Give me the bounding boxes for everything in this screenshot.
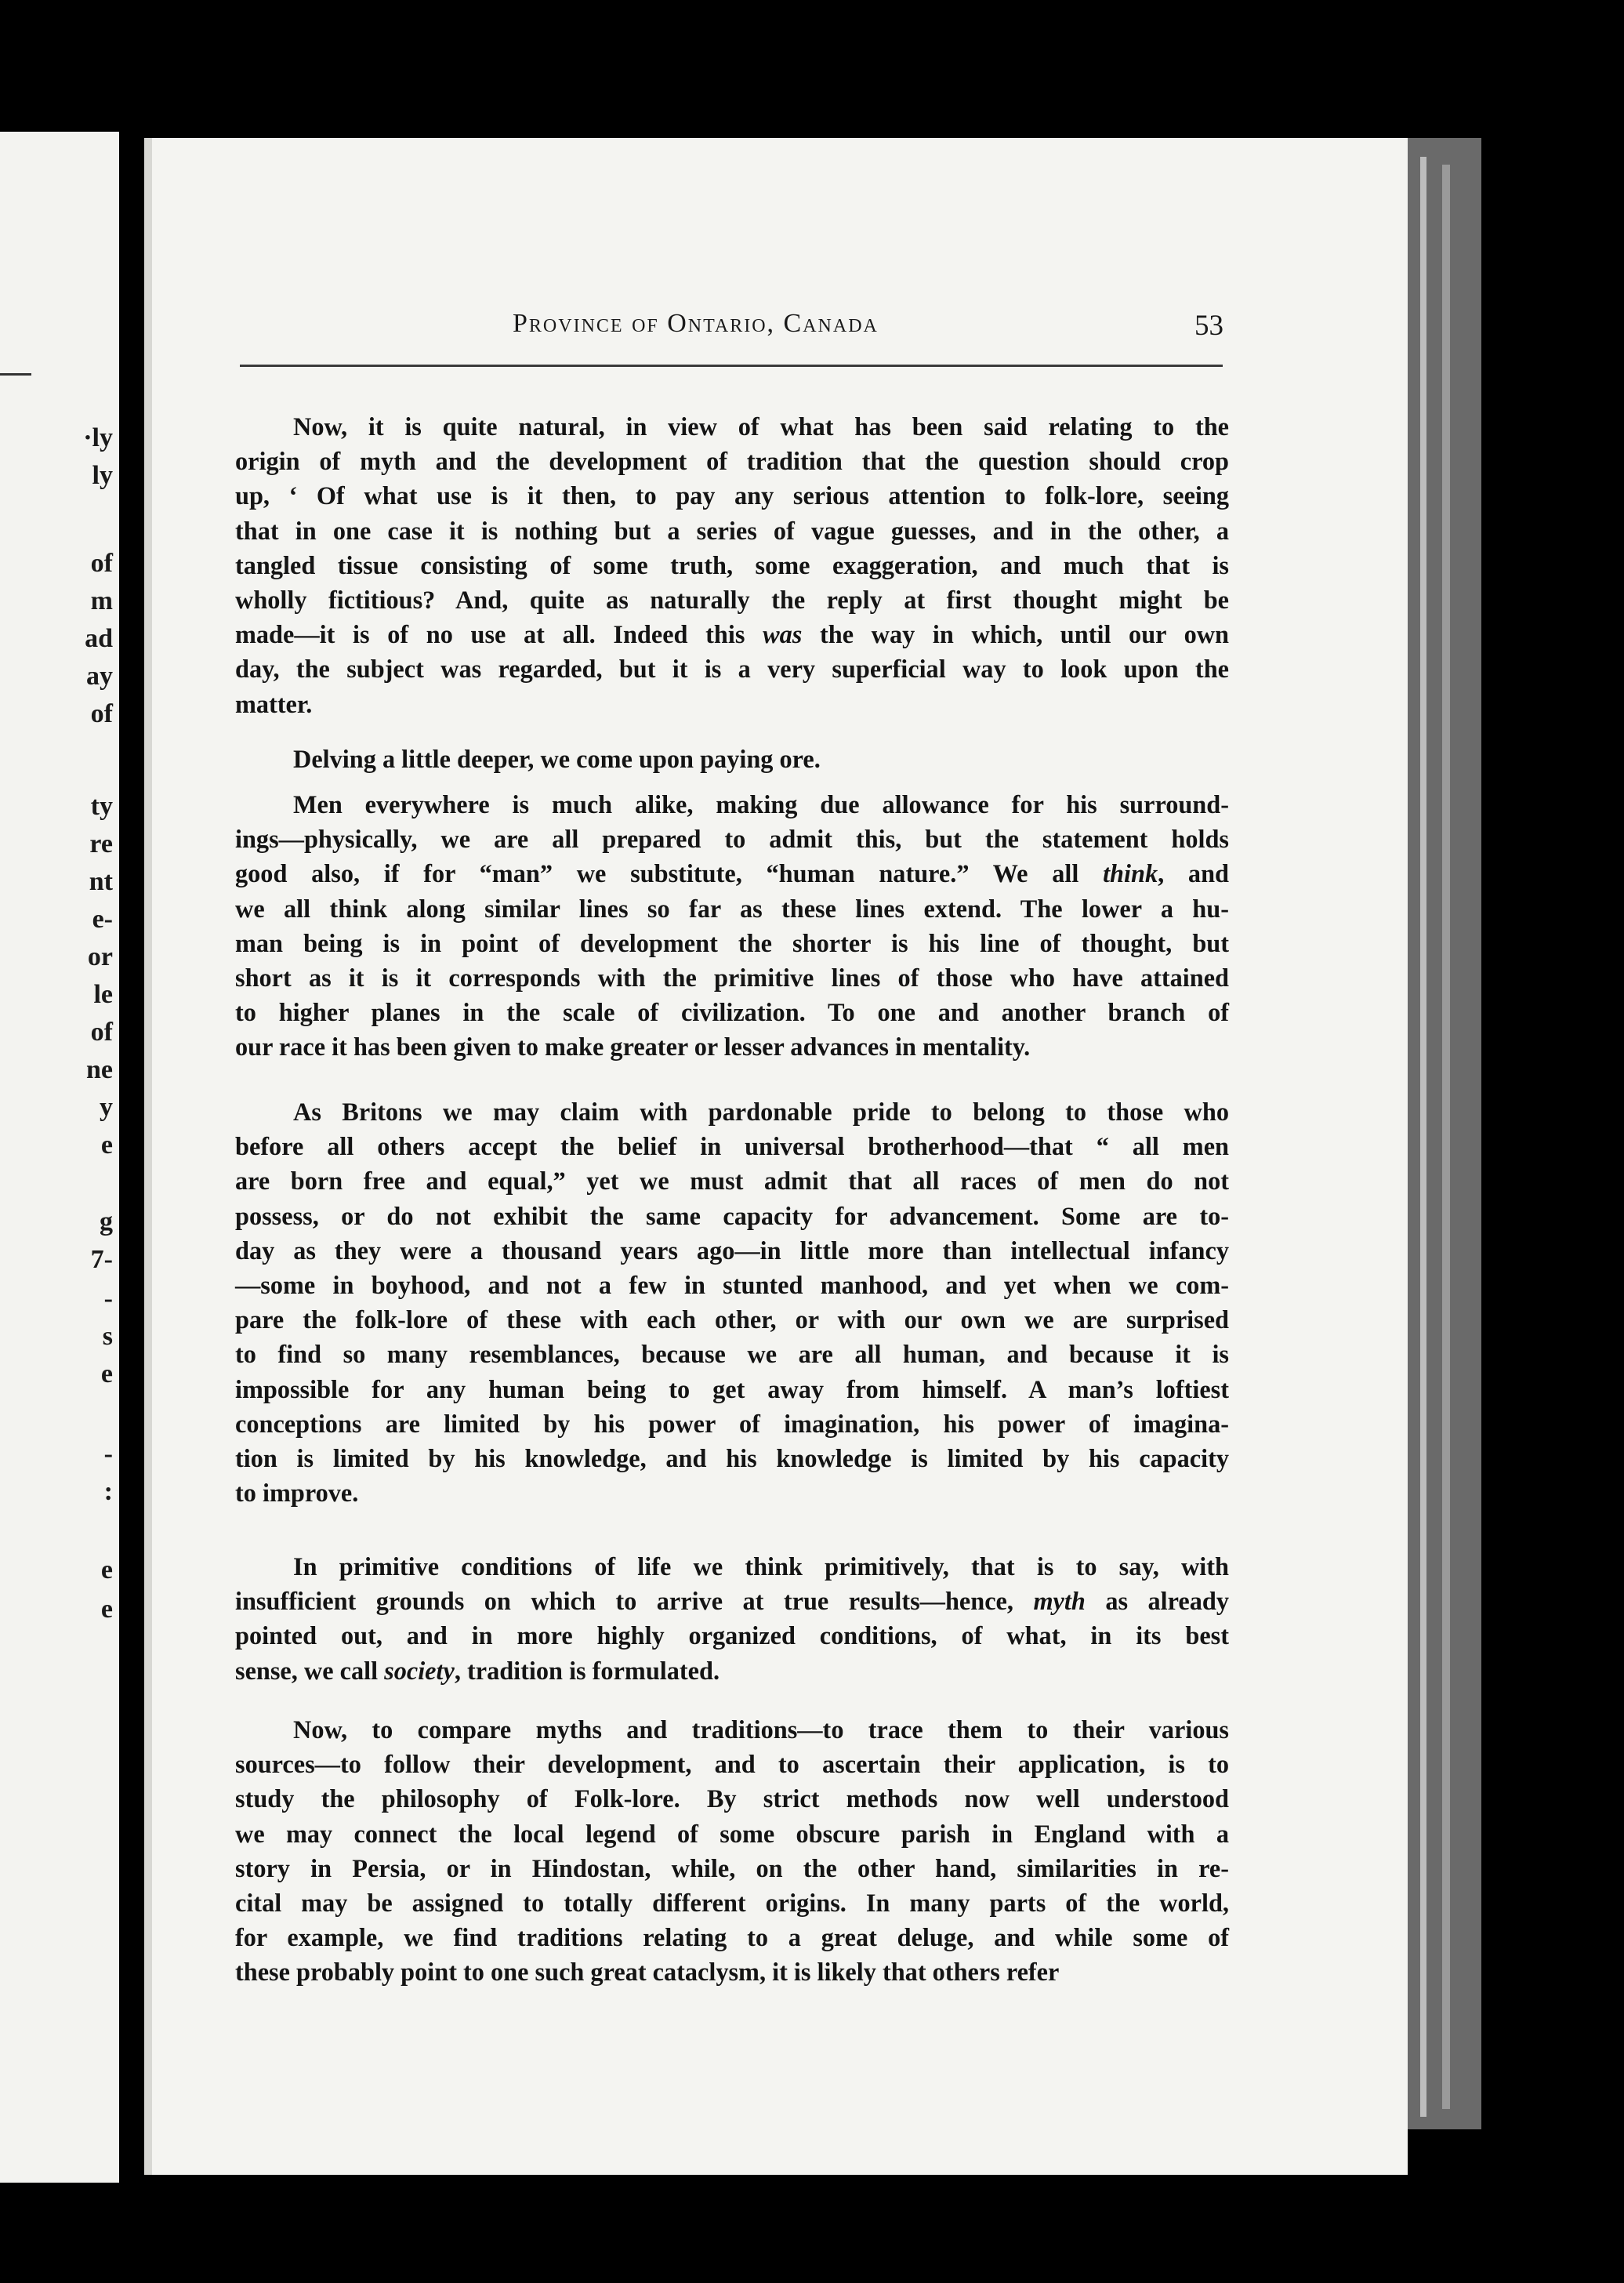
page-edge-line [1442,165,1450,2109]
text-line: are born free and equal,” yet we must admit that all races of men do not [235,1167,1229,1196]
text-line: short as it is it corresponds with the primitive lines of those who have attained [235,964,1229,992]
text-line: matter. [235,689,313,718]
text-line: origin of myth and the development of tradition that the question should crop [235,447,1229,476]
text-line: wholly fictitious? And, quite as naturally the reply at first thought might be [235,586,1229,614]
text-line: sense, we call society, tradition is formulated. [235,1656,720,1685]
page-edge-line [1420,157,1426,2117]
text-line: conceptions are limited by his power of imagination, his power of imagina- [235,1409,1229,1438]
text-line: these probably point to one such great cataclysm, it is likely that others refer [235,1958,1060,1987]
facing-page-fragment: e [100,1595,113,1624]
text-line: we may connect the local legend of some obscure parish in England with a [235,1819,1229,1848]
facing-page-fragment: ay [86,662,113,691]
paragraph-first-line: Delving a little deeper, we come upon paying ore. [293,745,821,773]
facing-page-fragment: re [89,829,113,858]
text-line: made—it is of no use at all. Indeed this was the way in which, until our own [235,620,1229,649]
text-line: that in one case it is nothing but a series of vague guesses, and in the other, a [235,516,1229,545]
facing-page-fragment: nt [89,867,113,896]
facing-page-fragment: - [103,1284,113,1313]
text-line: ings—physically, we are all prepared to admit this, but the statement holds [235,825,1229,854]
text-line: day, the subject was regarded, but it is a very superficial way to look upon the [235,655,1229,684]
text-line: —some in boyhood, and not a few in stunted manhood, and yet when we com- [235,1271,1229,1299]
text-line: to find so many resemblances, because we are all human, and because it is [235,1340,1229,1369]
facing-page-fragment: of [90,549,113,578]
facing-page-fragment: e [100,1555,113,1584]
facing-page-fragment: of [90,699,113,728]
text-line: pare the folk-lore of these with each other, or with our own we are surprised [235,1305,1229,1334]
facing-page-strip [0,132,119,2183]
facing-page-fragment: : [103,1477,113,1506]
paragraph-first-line: As Britons we may claim with pardonable pride to belong to those who [293,1098,1229,1126]
text-line: we all think along similar lines so far as these lines extend. The lower a hu- [235,894,1229,923]
paragraph-first-line: Now, to compare myths and traditions—to trace them to their various [293,1715,1229,1744]
page-gutter [144,138,152,2175]
facing-page-fragment: - [103,1439,113,1468]
facing-page-fragment: or [87,942,113,971]
text-line: man being is in point of development the shorter is his line of thought, but [235,928,1229,957]
text-line: to improve. [235,1479,359,1508]
facing-page-fragment: m [90,586,113,615]
text-line: impossible for any human being to get away from himself. A man’s loftiest [235,1374,1229,1403]
text-line: story in Persia, or in Hindostan, while, on the other hand, similarities in re- [235,1853,1229,1882]
facing-page-fragment: ty [90,792,113,821]
text-line: before all others accept the belief in universal brotherhood—that “ all men [235,1132,1229,1161]
facing-page-fragment: e [100,1359,113,1388]
text-line: to higher planes in the scale of civilization. To one and another branch of [235,998,1229,1027]
facing-page-fragment: ad [85,624,113,653]
text-line: insufficient grounds on which to arrive at true results—hence, myth as already [235,1587,1229,1616]
facing-page-fragment: of [90,1018,113,1047]
text-line: sources—to follow their development, and to ascertain their application, is to [235,1750,1229,1779]
text-line: study the philosophy of Folk-lore. By strict methods now well understood [235,1784,1229,1813]
paragraph-first-line: In primitive conditions of life we think primitively, that is to say, with [293,1552,1229,1581]
text-line: our race it has been given to make greater or lesser advances in mentality. [235,1033,1031,1062]
facing-page-fragment: e [100,1131,113,1160]
facing-page-fragment: s [102,1322,113,1351]
facing-page-fragment: g [100,1207,113,1236]
text-line: tangled tissue consisting of some truth, some exaggeration, and much that is [235,550,1229,579]
text-line: pointed out, and in more highly organized conditions, of what, in its best [235,1621,1229,1650]
text-line: up, ‘ Of what use is it then, to pay any serious attention to folk-lore, seeing [235,481,1229,510]
text-line: tion is limited by his knowledge, and his knowledge is limited by his capacity [235,1444,1229,1472]
facing-page-rule [0,373,31,376]
text-line: day as they were a thousand years ago—in little more than intellectual infancy [235,1236,1229,1265]
text-line: possess, or do not exhibit the same capacity for advancement. Some are to- [235,1201,1229,1230]
facing-page-fragment: y [100,1093,113,1122]
facing-page-fragment: 7- [90,1245,113,1274]
facing-page-fragment: e- [92,905,113,934]
text-line: good also, if for “man” we substitute, “human nature.” We all think, and [235,859,1229,888]
paragraph-first-line: Men everywhere is much alike, making due allowance for his surround- [293,790,1229,818]
paragraph-first-line: Now, it is quite natural, in view of what has been said relating to the [293,412,1229,441]
running-head: Province of Ontario, Canada [513,309,879,338]
text-line: cital may be assigned to totally different origins. In many parts of the world, [235,1889,1229,1917]
facing-page-fragment: ly [92,461,113,490]
text-line: for example, we find traditions relating to a great deluge, and while some of [235,1923,1229,1952]
facing-page-fragment: ne [86,1055,113,1084]
facing-page-fragment: ·ly [83,423,113,452]
facing-page-fragment: le [93,980,113,1009]
header-rule [240,365,1223,367]
page-number: 53 [1194,310,1223,342]
